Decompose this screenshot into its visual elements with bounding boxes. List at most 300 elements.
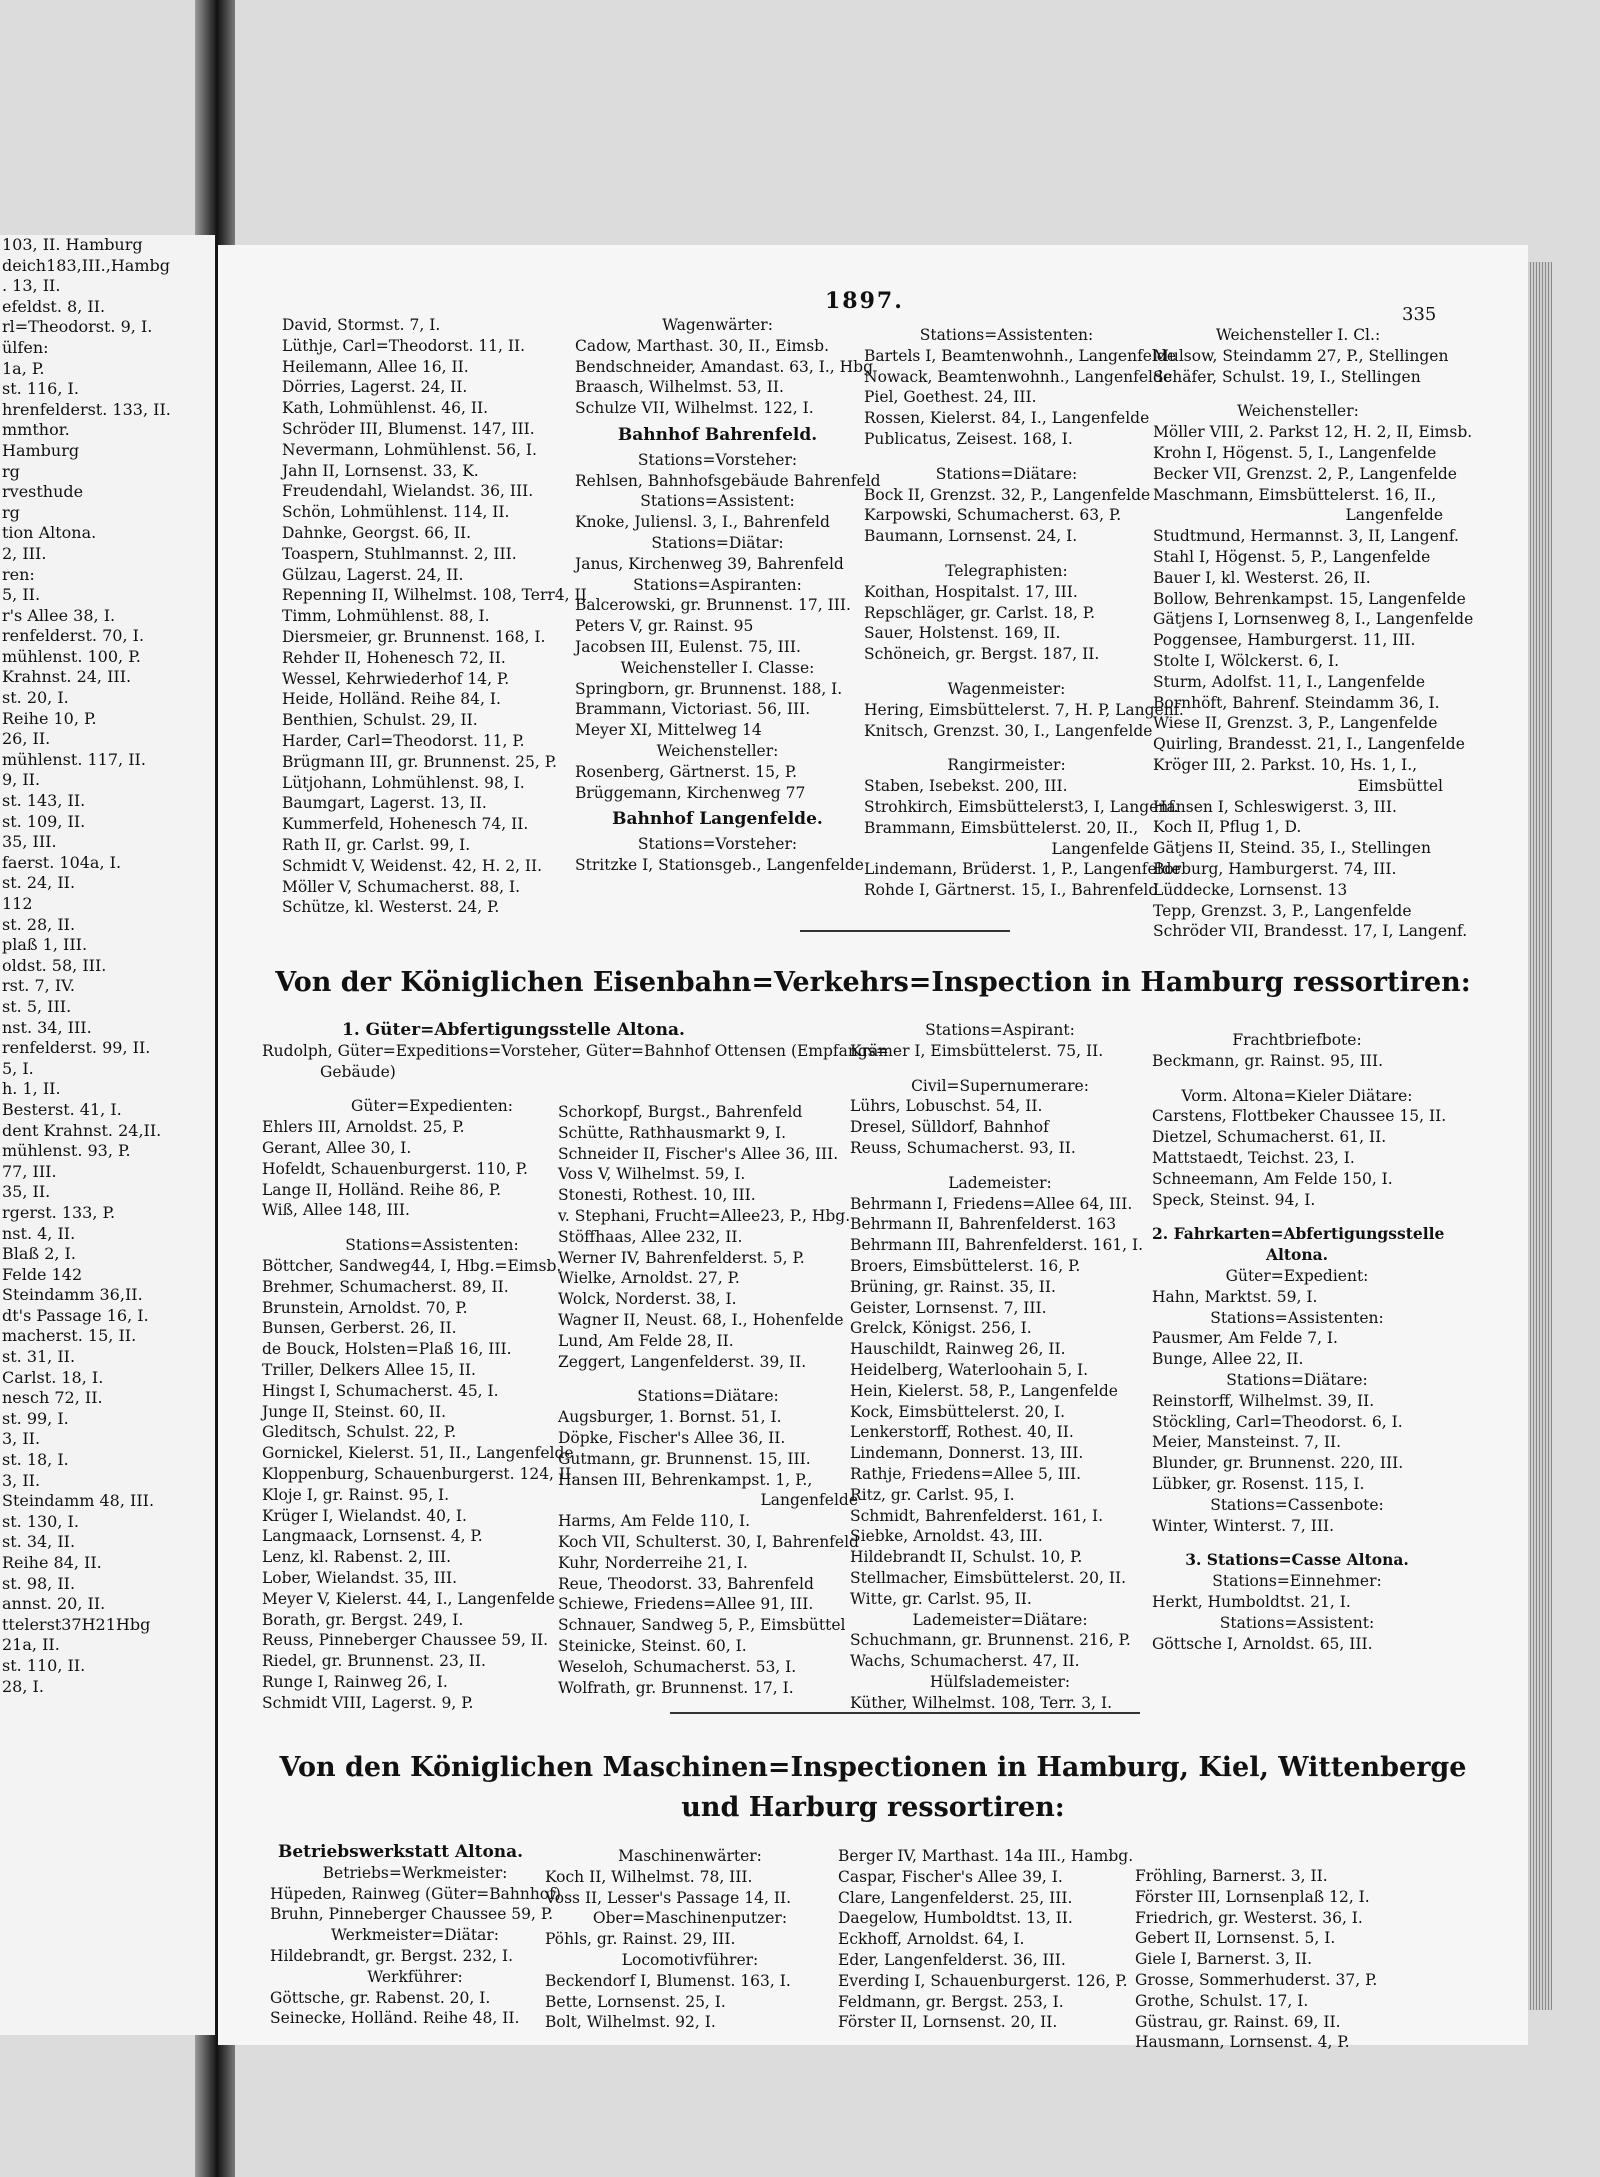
list-item: Everding I, Schauenburgerst. 126, P. xyxy=(838,1971,1128,1990)
list-item: oldst. 58, III. xyxy=(2,955,107,975)
list-item: Güstrau, gr. Rainst. 69, II. xyxy=(1135,2012,1341,2031)
list-item: Hauschildt, Rainweg 26, II. xyxy=(850,1340,1066,1359)
list-item: st. 143, II. xyxy=(2,791,86,811)
list-item: Rosenberg, Gärtnerst. 15, P. xyxy=(575,762,798,781)
list-item: Giele I, Barnerst. 3, II. xyxy=(1135,1950,1313,1969)
list-item: Hein, Kielerst. 58, P., Langenfelde xyxy=(850,1381,1118,1400)
list-item: Küther, Wilhelmst. 108, Terr. 3, I. xyxy=(850,1693,1113,1712)
list-item: Lübker, gr. Rosenst. 115, I. xyxy=(1152,1474,1365,1493)
section-label: Stations=Assistent: xyxy=(1219,1613,1375,1632)
list-item: Langenfelde xyxy=(760,1491,858,1510)
intro-line: Gebäude) xyxy=(320,1062,396,1081)
list-item: Reinstorff, Wilhelmst. 39, II. xyxy=(1152,1391,1375,1410)
list-item: 35, II. xyxy=(2,1182,51,1202)
list-item: Karpowski, Schumacherst. 63, P. xyxy=(864,506,1122,525)
list-item: Krüger I, Wielandst. 40, I. xyxy=(262,1506,467,1525)
list-item: Herkt, Humboldtst. 21, I. xyxy=(1152,1592,1351,1611)
list-item: Reue, Theodorst. 33, Bahrenfeld xyxy=(558,1574,814,1593)
list-item: Brügmann III, gr. Brunnenst. 25, P. xyxy=(282,752,557,771)
divider-rule xyxy=(800,930,1010,932)
list-item: Speck, Steinst. 94, I. xyxy=(1152,1190,1316,1209)
section-label: Stations=Diätar: xyxy=(651,533,784,552)
list-item: Harms, Am Felde 110, I. xyxy=(558,1512,751,1531)
section-label: Stations=Einnehmer: xyxy=(1212,1572,1382,1591)
list-item: st. 34, II. xyxy=(2,1532,76,1552)
list-item: Pausmer, Am Felde 7, I. xyxy=(1152,1329,1338,1348)
list-item: Diersmeier, gr. Brunnenst. 168, I. xyxy=(282,627,546,646)
list-item: Koch II, Wilhelmst. 78, III. xyxy=(545,1867,753,1886)
list-item: ren: xyxy=(2,564,35,584)
list-item: Langenfelde xyxy=(1345,506,1443,525)
page-number: 335 xyxy=(1402,304,1437,325)
list-item: Möller V, Schumacherst. 88, I. xyxy=(282,877,521,896)
list-item: Daegelow, Humboldtst. 13, II. xyxy=(838,1909,1073,1928)
list-item: 26, II. xyxy=(2,729,51,749)
column-6 xyxy=(558,1102,858,1698)
section-label: Betriebs=Werkmeister: xyxy=(322,1863,508,1882)
list-item: Rossen, Kielerst. 84, I., Langenfelde xyxy=(864,409,1150,428)
list-item: Staben, Isebekst. 200, III. xyxy=(864,777,1068,796)
list-item: Repenning II, Wilhelmst. 108, Terr4, II xyxy=(282,586,587,605)
list-item: Runge I, Rainweg 26, I. xyxy=(262,1672,448,1691)
section-label: Frachtbriefbote: xyxy=(1232,1031,1362,1049)
list-item: Schütte, Rathhausmarkt 9, I. xyxy=(558,1123,787,1142)
section-label: Stations=Vorsteher: xyxy=(637,835,798,854)
list-item: Hildebrandt, gr. Bergst. 232, I. xyxy=(270,1946,513,1965)
section-title: Altona. xyxy=(1265,1245,1329,1265)
section-label: Güter=Expedient: xyxy=(1225,1266,1369,1285)
list-item: st. 99, I. xyxy=(2,1408,69,1428)
list-item: Kummerfeld, Hohenesch 74, II. xyxy=(282,815,529,834)
list-item: Broers, Eimsbüttelerst. 16, P. xyxy=(850,1256,1081,1275)
list-item: Schön, Lohmühlenst. 114, II. xyxy=(282,503,510,522)
section-label: Stations=Diätare: xyxy=(1226,1370,1368,1389)
list-item: Meyer XI, Mittelweg 14 xyxy=(575,721,762,740)
list-item: 5, II. xyxy=(2,585,41,605)
list-item: deich183,III.,Hambg xyxy=(2,255,170,275)
list-item: Steindamm 36,II. xyxy=(2,1285,143,1305)
list-item: Lütjohann, Lohmühlenst. 98, I. xyxy=(282,773,525,792)
list-item: Heilemann, Allee 16, II. xyxy=(282,357,469,376)
list-item: Lenz, kl. Rabenst. 2, III. xyxy=(262,1548,452,1567)
list-item: Werner IV, Bahrenfelderst. 5, P. xyxy=(558,1248,805,1267)
list-item: Lund, Am Felde 28, II. xyxy=(558,1331,734,1350)
section-title: Betriebswerkstatt Altona. xyxy=(278,1842,524,1862)
list-item: Feldmann, gr. Bergst. 253, I. xyxy=(838,1992,1064,2011)
section-label: Weichensteller: xyxy=(656,741,779,760)
list-item: tion Altona. xyxy=(2,523,97,543)
section-title: 1. Güter=Abfertigungsstelle Altona. xyxy=(342,1020,685,1040)
list-item: Döpke, Fischer's Allee 36, II. xyxy=(558,1428,786,1447)
list-item: Reihe 10, P. xyxy=(2,708,97,728)
list-item: rgerst. 133, P. xyxy=(2,1202,116,1222)
section-label: Weichensteller: xyxy=(1237,402,1359,421)
section-label: Stations=Assistenten: xyxy=(345,1236,519,1255)
bottom-column-4 xyxy=(1135,1866,1425,2053)
list-item: Lenkerstorff, Rothest. 40, II. xyxy=(850,1423,1074,1442)
list-item: de Bouck, Holsten=Plaß 16, III. xyxy=(262,1340,512,1359)
list-item: rg xyxy=(2,502,20,522)
list-item: r's Allee 38, I. xyxy=(2,605,116,625)
list-item: Jahn II, Lornsenst. 33, K. xyxy=(282,461,479,480)
list-item: Gätjens II, Steind. 35, I., Stellingen xyxy=(1153,839,1431,858)
list-item: nst. 34, III. xyxy=(2,1017,92,1037)
section-label: Stations=Assistent: xyxy=(640,492,795,511)
list-item: Dahnke, Georgst. 66, II. xyxy=(282,523,472,542)
list-item: Jacobsen III, Eulenst. 75, III. xyxy=(575,637,801,656)
list-item: v. Stephani, Frucht=Allee23, P., Hbg. xyxy=(558,1206,851,1225)
list-item: Lüthje, Carl=Theodorst. 11, II. xyxy=(282,336,526,355)
list-item: 112 xyxy=(2,894,33,913)
list-item: Sturm, Adolfst. 11, I., Langenfelde xyxy=(1153,672,1426,691)
list-item: Maschmann, Eimsbüttelerst. 16, II., xyxy=(1153,485,1437,504)
list-item: Wiß, Allee 148, III. xyxy=(262,1201,410,1220)
section-label: Locomotivführer: xyxy=(621,1950,759,1969)
list-item: Bartels I, Beamtenwohnh., Langenfelde xyxy=(864,346,1177,365)
list-item: dt's Passage 16, I. xyxy=(2,1305,149,1325)
list-item: Braasch, Wilhelmst. 53, II. xyxy=(575,378,784,397)
list-item: Kath, Lohmühlenst. 46, II. xyxy=(282,399,489,418)
list-item: Mattstaedt, Teichst. 23, I. xyxy=(1152,1148,1355,1167)
list-item: Schöneich, gr. Bergst. 187, II. xyxy=(864,645,1100,664)
list-item: Grothe, Schulst. 17, I. xyxy=(1135,1991,1309,2010)
list-item: Reuss, Schumacherst. 93, II. xyxy=(850,1138,1076,1157)
list-item: Böttcher, Sandweg44, I, Hbg.=Eimsb. xyxy=(262,1256,562,1275)
list-item: Koithan, Hospitalst. 17, III. xyxy=(864,582,1078,601)
list-item: Hamburg xyxy=(2,440,80,460)
list-item: st. 130, I. xyxy=(2,1511,79,1531)
list-item: rg xyxy=(2,461,20,481)
list-item: Hildebrandt II, Schulst. 10, P. xyxy=(850,1548,1083,1567)
list-item: Behrmann I, Friedens=Allee 64, III. xyxy=(850,1194,1133,1213)
list-item: Bollow, Behrenkampst. 15, Langenfelde xyxy=(1153,589,1466,608)
list-item: Springborn, gr. Brunnenst. 188, I. xyxy=(575,679,843,698)
list-item: Stritzke I, Stationsgeb., Langenfelde xyxy=(575,855,864,874)
list-item: Repschläger, gr. Carlst. 18, P. xyxy=(864,603,1096,622)
list-item: Baumgart, Lagerst. 13, II. xyxy=(282,794,487,813)
list-item: Gülzau, Lagerst. 24, II. xyxy=(282,565,464,584)
list-item: Stellmacher, Eimsbüttelerst. 20, II. xyxy=(850,1568,1127,1587)
list-item: Göttsche I, Arnoldst. 65, III. xyxy=(1152,1634,1373,1653)
section-label: Ober=Maschinenputzer: xyxy=(592,1909,788,1928)
list-item: Kloje I, gr. Rainst. 95, I. xyxy=(262,1485,450,1504)
section-title: 3. Stations=Casse Altona. xyxy=(1185,1550,1409,1570)
list-item: Bette, Lornsenst. 25, I. xyxy=(545,1992,726,2011)
list-item: Felde 142 xyxy=(2,1264,83,1284)
list-item: Siebke, Arnoldst. 43, III. xyxy=(850,1527,1043,1546)
list-item: Bolt, Wilhelmst. 92, I. xyxy=(545,2013,716,2032)
section-label: Rangirmeister: xyxy=(947,756,1066,775)
list-item: 77, III. xyxy=(2,1161,57,1181)
list-item: nesch 72, II. xyxy=(2,1388,103,1408)
list-item: Krahnst. 24, III. xyxy=(2,667,132,687)
list-item: Langmaack, Lornsenst. 4, P. xyxy=(262,1527,483,1546)
list-item: Knitsch, Grenzst. 30, I., Langenfelde xyxy=(864,721,1153,740)
list-item: Stahl I, Högenst. 5, P., Langenfelde xyxy=(1153,547,1431,566)
list-item: Seinecke, Holländ. Reihe 48, II. xyxy=(270,2009,520,2028)
list-item: Hingst I, Schumacherst. 45, I. xyxy=(262,1381,499,1400)
section-label: Telegraphisten: xyxy=(945,561,1068,580)
list-item: Hüpeden, Rainweg (Güter=Bahnhof) xyxy=(270,1884,561,1903)
list-item: Pöhls, gr. Rainst. 29, III. xyxy=(545,1930,736,1949)
list-item: Poggensee, Hamburgerst. 11, III. xyxy=(1153,631,1416,650)
section-label: Stations=Diätare: xyxy=(637,1387,779,1406)
list-item: Freudendahl, Wielandst. 36, III. xyxy=(282,482,534,501)
list-item: st. 18, I. xyxy=(2,1450,69,1470)
list-item: Carstens, Flottbeker Chaussee 15, II. xyxy=(1152,1107,1447,1126)
list-item: Reuss, Pinneberger Chaussee 59, II. xyxy=(262,1631,549,1650)
list-item: st. 31, II. xyxy=(2,1347,76,1367)
list-item: Mulsow, Steindamm 27, P., Stellingen xyxy=(1153,346,1449,365)
section-title: Bahnhof Langenfelde. xyxy=(612,809,823,830)
section-label: Civil=Supernumerare: xyxy=(911,1076,1089,1095)
list-item: Brammann, Eimsbüttelerst. 20, II., xyxy=(864,818,1139,837)
list-item: 28, I. xyxy=(2,1676,44,1696)
list-item: mühlenst. 100, P. xyxy=(2,646,141,666)
list-item: Rathje, Friedens=Allee 5, III. xyxy=(850,1464,1082,1483)
list-item: Gornickel, Kielerst. 51, II., Langenfelde xyxy=(262,1444,574,1463)
list-item: Rehlsen, Bahnhofsgebäude Bahrenfeld xyxy=(575,471,881,490)
list-item: Lüddecke, Lornsenst. 13 xyxy=(1153,880,1348,899)
list-item: Rath II, gr. Carlst. 99, I. xyxy=(282,835,471,854)
list-item: Bunge, Allee 22, II. xyxy=(1152,1350,1304,1369)
list-item: Schmidt VIII, Lagerst. 9, P. xyxy=(262,1693,474,1712)
column-2 xyxy=(575,315,881,876)
list-item: st. 28, II. xyxy=(2,914,76,934)
list-item: Brunstein, Arnoldst. 70, P. xyxy=(262,1298,468,1317)
list-item: Berger IV, Marthast. 14a III., Hambg. xyxy=(838,1847,1134,1865)
left-page-fragment xyxy=(0,235,215,2035)
list-item: st. 98, II. xyxy=(2,1573,76,1593)
list-item: Krämer I, Eimsbüttelerst. 75, II. xyxy=(850,1041,1104,1060)
section-label: Vorm. Altona=Kieler Diätare: xyxy=(1181,1086,1413,1105)
bottom-column-2 xyxy=(545,1846,835,2033)
list-item: Schmidt V, Weidenst. 42, H. 2, II. xyxy=(282,856,543,875)
list-item: Geister, Lornsenst. 7, III. xyxy=(850,1298,1047,1317)
list-item: Baumann, Lornsenst. 24, I. xyxy=(864,527,1078,546)
list-item: annst. 20, II. xyxy=(2,1594,106,1614)
list-item: Piel, Goethest. 24, III. xyxy=(864,388,1037,407)
list-item: 9, II. xyxy=(2,770,41,790)
list-item: rst. 7, IV. xyxy=(2,976,75,996)
list-item: Ritz, gr. Carlst. 95, I. xyxy=(850,1485,1015,1504)
list-item: Schröder III, Blumenst. 147, III. xyxy=(282,419,535,438)
section-label: Weichensteller I. Classe: xyxy=(620,658,815,677)
list-item: Meyer V, Kielerst. 44, I., Langenfelde xyxy=(262,1589,555,1608)
divider-rule xyxy=(670,1712,1140,1714)
section-label: Werkführer: xyxy=(367,1967,463,1986)
column-7 xyxy=(850,1020,1150,1714)
list-item: Harder, Carl=Theodorst. 11, P. xyxy=(282,731,525,750)
list-item: 5, I. xyxy=(2,1058,34,1078)
list-item: Bornhöft, Bahrenf. Steindamm 36, I. xyxy=(1153,693,1440,712)
list-item: mmthor. xyxy=(2,420,70,440)
list-item: Benthien, Schulst. 29, II. xyxy=(282,711,478,730)
list-item: Schulze VII, Wilhelmst. 122, I. xyxy=(575,399,814,418)
list-item: Göttsche, gr. Rabenst. 20, I. xyxy=(270,1988,491,2007)
list-item: Riedel, gr. Brunnenst. 23, II. xyxy=(262,1652,486,1671)
list-item: Bruhn, Pinneberger Chaussee 59, P. xyxy=(270,1905,554,1924)
list-item: Knoke, Juliensl. 3, I., Bahrenfeld xyxy=(575,513,830,532)
list-item: rvesthude xyxy=(2,482,84,502)
column-4 xyxy=(1153,325,1474,942)
list-item: Schröder VII, Brandesst. 17, I, Langenf. xyxy=(1153,922,1468,941)
list-item: Fröhling, Barnerst. 3, II. xyxy=(1135,1867,1328,1885)
list-item: st. 110, II. xyxy=(2,1655,86,1675)
list-item: Bendschneider, Amandast. 63, I., Hbg xyxy=(575,357,874,376)
list-item: 103, II. Hamburg xyxy=(2,235,143,254)
section-label: Maschinenwärter: xyxy=(618,1847,762,1865)
section-title: 2. Fahrkarten=Abfertigungsstelle xyxy=(1152,1224,1445,1244)
list-item: Langenfelde xyxy=(1051,839,1149,858)
list-item: Brehmer, Schumacherst. 89, II. xyxy=(262,1277,509,1296)
list-item: faerst. 104a, I. xyxy=(2,852,122,872)
list-item: Brüggemann, Kirchenweg 77 xyxy=(575,783,806,802)
list-item: Lührs, Lobuschst. 54, II. xyxy=(850,1097,1043,1116)
list-item: Sauer, Holstenst. 169, II. xyxy=(864,624,1061,643)
section-label: Lademeister=Diätare: xyxy=(912,1610,1088,1629)
intro-line: Rudolph, Güter=Expeditions=Vorsteher, Güter=Bahnhof Ottensen (Empfangs= xyxy=(262,1041,889,1060)
section-label: Wagenmeister: xyxy=(947,679,1066,698)
list-item: Gleditsch, Schulst. 22, P. xyxy=(262,1423,457,1442)
list-item: Hansen I, Schleswigerst. 3, III. xyxy=(1153,797,1397,816)
list-item: Triller, Delkers Allee 15, II. xyxy=(262,1360,476,1379)
section-label: Stations=Assistenten: xyxy=(919,326,1094,344)
list-item: nst. 4, II. xyxy=(2,1223,76,1243)
list-item: st. 5, III. xyxy=(2,996,72,1016)
list-item: Dresel, Sülldorf, Bahnhof xyxy=(850,1118,1049,1137)
list-item: st. 24, II. xyxy=(2,873,76,893)
list-item: Grosse, Sommerhuderst. 37, P. xyxy=(1135,1970,1378,1989)
list-item: Janus, Kirchenweg 39, Bahrenfeld xyxy=(575,554,844,573)
list-item: Carlst. 18, I. xyxy=(2,1367,104,1387)
list-item: Heidelberg, Waterloohain 5, I. xyxy=(850,1360,1089,1379)
list-item: Junge II, Steinst. 60, II. xyxy=(262,1402,447,1421)
list-item: Hansen III, Behrenkampst. 1, P., xyxy=(558,1470,813,1489)
section-label: Weichensteller I. Cl.: xyxy=(1215,326,1381,344)
page-edge xyxy=(1528,262,1552,2010)
page-year: 1897. xyxy=(825,288,904,314)
list-item: Peters V, gr. Rainst. 95 xyxy=(575,617,754,636)
section-title: Bahnhof Bahrenfeld. xyxy=(617,424,818,445)
list-item: Toaspern, Stuhlmannst. 2, III. xyxy=(282,544,517,563)
list-item: Lindemann, Brüderst. 1, P., Langenfelde xyxy=(864,860,1181,879)
list-item: Förster III, Lornsenplaß 12, I. xyxy=(1135,1887,1370,1906)
section-label: Hülfslademeister: xyxy=(929,1672,1071,1691)
list-item: Wagner II, Neust. 68, I., Hohenfelde xyxy=(558,1310,844,1329)
list-item: Wielke, Arnoldst. 27, P. xyxy=(558,1269,740,1288)
list-item: ttelerst37H21Hbg xyxy=(2,1614,151,1634)
list-item: Wachs, Schumacherst. 47, II. xyxy=(850,1652,1080,1671)
list-item: Caspar, Fischer's Allee 39, I. xyxy=(838,1867,1063,1886)
list-item: Lindemann, Donnerst. 13, III. xyxy=(850,1444,1084,1463)
list-item: Weseloh, Schumacherst. 53, I. xyxy=(558,1657,797,1676)
list-item: Borath, gr. Bergst. 249, I. xyxy=(262,1610,464,1629)
list-item: st. 109, II. xyxy=(2,811,86,831)
list-item: Steindamm 48, III. xyxy=(2,1491,155,1511)
list-item: plaß 1, III. xyxy=(2,935,88,955)
list-item: Hausmann, Lornsenst. 4, P. xyxy=(1135,2033,1350,2052)
list-item: 1a, P. xyxy=(2,358,45,378)
list-item: Schneemann, Am Felde 150, I. xyxy=(1152,1169,1393,1188)
list-item: Förster II, Lornsenst. 20, II. xyxy=(838,2013,1058,2032)
list-item: Behrmann II, Bahrenfelderst. 163 xyxy=(850,1215,1117,1234)
list-item: Eckhoff, Arnoldst. 64, I. xyxy=(838,1930,1025,1949)
list-item: Heide, Holländ. Reihe 84, I. xyxy=(282,690,501,709)
section-heading: Von den Königlichen Maschinen=Inspectionen in Hamburg, Kiel, Wittenberge xyxy=(279,1752,1467,1783)
list-item: Rohde I, Gärtnerst. 15, I., Bahrenfeld xyxy=(864,881,1159,900)
section-heading: und Harburg ressortiren: xyxy=(681,1792,1065,1823)
list-item: efeldst. 8, II. xyxy=(2,296,106,316)
list-item: Rehder II, Hohenesch 72, II. xyxy=(282,648,506,667)
list-item: Voss II, Lesser's Passage 14, II. xyxy=(545,1888,792,1907)
list-item: Schneider II, Fischer's Allee 36, III. xyxy=(558,1144,839,1163)
list-item: Gätjens I, Lornsenweg 8, I., Langenfelde xyxy=(1153,610,1474,629)
section-label: Werkmeister=Diätar: xyxy=(331,1926,499,1945)
list-item: renfelderst. 70, I. xyxy=(2,626,145,646)
list-item: Winter, Winterst. 7, III. xyxy=(1152,1516,1335,1535)
list-item: dent Krahnst. 24,II. xyxy=(2,1120,162,1140)
section-label: Güter=Expedienten: xyxy=(351,1097,513,1116)
list-item: st. 116, I. xyxy=(2,379,79,399)
list-item: 3, II. xyxy=(2,1429,41,1449)
list-item: Gutmann, gr. Brunnenst. 15, III. xyxy=(558,1449,811,1468)
list-item: Eimsbüttel xyxy=(1357,776,1443,795)
list-item: Witte, gr. Carlst. 95, II. xyxy=(850,1589,1032,1608)
list-item: Krohn I, Högenst. 5, I., Langenfelde xyxy=(1153,443,1437,462)
column-8 xyxy=(1152,1030,1447,1654)
list-item: Blunder, gr. Brunnenst. 220, III. xyxy=(1152,1454,1404,1473)
list-item: Schäfer, Schulst. 19, I., Stellingen xyxy=(1153,367,1421,386)
list-item: Studtmund, Hermannst. 3, II, Langenf. xyxy=(1153,527,1459,546)
list-item: h. 1, II. xyxy=(2,1079,61,1099)
list-item: Augsburger, 1. Bornst. 51, I. xyxy=(558,1408,782,1427)
list-item: 2, III. xyxy=(2,543,47,563)
list-item: Hofeldt, Schauenburgerst. 110, P. xyxy=(262,1159,528,1178)
list-item: 35, III. xyxy=(2,832,57,852)
list-item: Reihe 84, II. xyxy=(2,1553,102,1572)
list-item: Gebert II, Lornsenst. 5, I. xyxy=(1135,1929,1336,1948)
list-item: Nevermann, Lohmühlenst. 56, I. xyxy=(282,440,537,459)
list-item: Borburg, Hamburgerst. 74, III. xyxy=(1153,859,1397,878)
list-item: Nowack, Beamtenwohnh., Langenfelde xyxy=(864,367,1173,386)
list-item: Koch VII, Schulterst. 30, I, Bahrenfeld xyxy=(558,1532,859,1551)
list-item: Friedrich, gr. Westerst. 36, I. xyxy=(1135,1908,1363,1927)
section-label: Lademeister: xyxy=(948,1173,1052,1192)
list-item: Zeggert, Langenfelderst. 39, II. xyxy=(558,1352,807,1371)
list-item: Bock II, Grenzst. 32, P., Langenfelde xyxy=(864,485,1151,504)
list-item: macherst. 15, II. xyxy=(2,1326,137,1346)
bottom-column-3 xyxy=(838,1846,1134,2033)
list-item: Beckmann, gr. Rainst. 95, III. xyxy=(1152,1051,1383,1070)
list-item: Bauer I, kl. Westerst. 26, II. xyxy=(1153,568,1371,587)
list-item: Cadow, Marthast. 30, II., Eimsb. xyxy=(575,336,830,355)
list-item: Koch II, Pflug 1, D. xyxy=(1153,818,1302,837)
list-item: Strohkirch, Eimsbüttelerst3, I, Langenf. xyxy=(864,797,1179,816)
list-item: renfelderst. 99, II. xyxy=(2,1038,151,1058)
list-item: Besterst. 41, I. xyxy=(2,1099,122,1119)
list-item: Balcerowski, gr. Brunnenst. 17, III. xyxy=(575,596,851,615)
list-item: Publicatus, Zeisest. 168, I. xyxy=(864,429,1073,448)
list-item: Wessel, Kehrwiederhof 14, P. xyxy=(282,669,510,688)
list-item: 21a, II. xyxy=(2,1635,60,1655)
list-item: Timm, Lohmühlenst. 88, I. xyxy=(282,607,490,626)
list-item: Ehlers III, Arnoldst. 25, P. xyxy=(262,1118,465,1137)
section-label: Stations=Aspiranten: xyxy=(633,575,802,594)
list-item: Becker VII, Grenzst. 2, P., Langenfelde xyxy=(1153,464,1457,483)
list-item: Behrmann III, Bahrenfelderst. 161, I. xyxy=(850,1236,1144,1255)
section-heading: Von der Königlichen Eisenbahn=Verkehrs=Inspection in Hamburg ressortiren: xyxy=(275,967,1471,998)
